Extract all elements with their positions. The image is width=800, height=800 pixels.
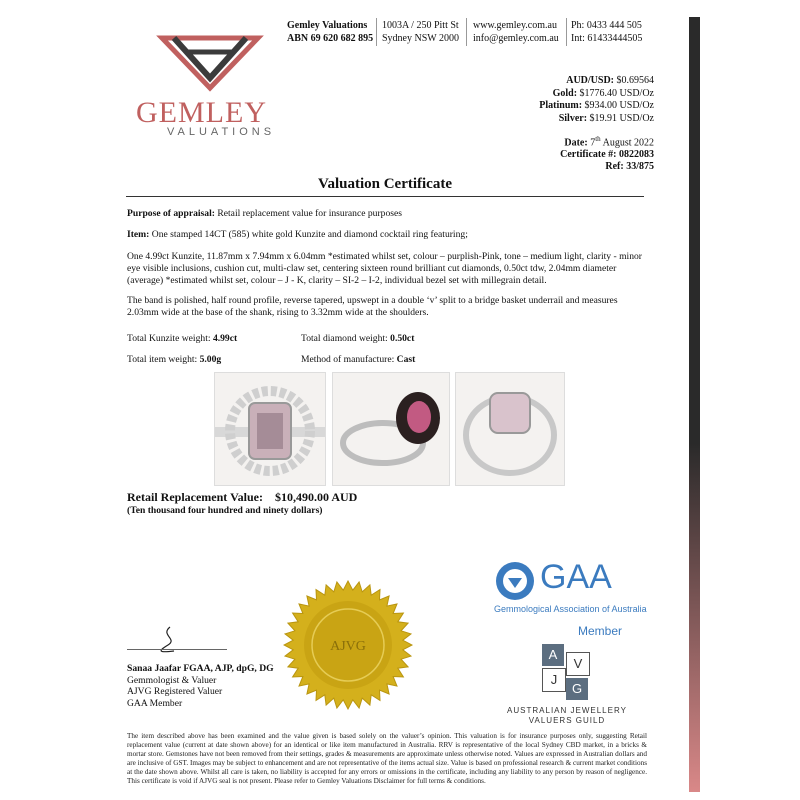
phone-number: Ph: 0433 444 505 <box>571 20 642 31</box>
gold-label: Gold: <box>552 87 578 99</box>
ref-label: Ref: <box>605 161 624 173</box>
gaa-wordmark: GAA <box>540 558 612 596</box>
silver-value: $19.91 USD/Oz <box>589 112 654 124</box>
header-web-block <box>473 19 559 45</box>
ring-photo-back <box>455 372 565 486</box>
signer-role: Gemmologist & Valuer <box>127 674 217 686</box>
header-phone-block <box>571 19 642 45</box>
ring-photo-front <box>214 372 326 486</box>
retail-value-line <box>127 490 357 505</box>
item-weight-label: Total item weight: <box>127 354 198 365</box>
gaa-member-label: Member <box>578 624 623 638</box>
ring-photo-side <box>332 372 450 486</box>
header-divider <box>566 18 567 46</box>
company-name: Gemley Valuations <box>287 20 368 31</box>
method-value: Cast <box>396 354 416 365</box>
ajvg-name <box>502 706 632 726</box>
title-divider <box>126 196 644 197</box>
metal-rates-block <box>539 75 654 125</box>
intl-phone-number: Int: 61433444505 <box>571 33 643 44</box>
signer-name: Sanaa Jaafar FGAA, AJP, dpG, DG <box>127 663 274 674</box>
email-link[interactable]: info@gemley.com.au <box>473 33 559 44</box>
band-description: The band is polished, half round profile, reverse tapered, upswept in a double ‘v’ split to a bridge basket underrail and measures 2.03mm wide at the base of the shank, rising to 3.32mm wide at the shoulders. <box>127 295 618 319</box>
header-company-block <box>287 19 373 45</box>
ajvg-name-line-1: AUSTRALIAN JEWELLERY <box>507 706 627 715</box>
date-rest: August 2022 <box>602 137 654 149</box>
purpose-line <box>127 208 647 220</box>
aud-usd-label: AUD/USD: <box>566 75 614 86</box>
gold-value: $1776.40 USD/Oz <box>579 87 654 99</box>
seal-text: AJVG <box>330 639 366 654</box>
signer-registration: AJVG Registered Valuer <box>127 686 223 697</box>
ajvg-letter-v: V <box>566 652 590 676</box>
header-address-block <box>382 19 459 45</box>
diamond-weight-value: 0.50ct <box>390 333 415 344</box>
ajvg-gold-seal-icon <box>283 580 413 710</box>
platinum-label: Platinum: <box>539 100 583 111</box>
item-line <box>127 229 647 241</box>
signer-membership: GAA Member <box>127 697 183 709</box>
item-weight-value: 5.00g <box>199 354 222 365</box>
certificate-label: Certificate #: <box>560 149 617 161</box>
stone-description: One 4.99ct Kunzite, 11.87mm x 7.94mm x 6.04mm *estimated whilst set, colour – purplish-Pink, tone – medium light, clarity - minor eye visible inclusions, cushion cut, multi-claw set, centering sixteen round brilliant cut diamonds, 0.50ct tdw, 2.04mm diameter (average) *estimated whilst set, colour – J - K, clarity – SI-2 – I-2, individual bezel set with millegrain detail. <box>127 251 642 287</box>
header-divider <box>466 18 467 46</box>
aud-usd-value: $0.69564 <box>616 75 654 86</box>
ref-number: 33/875 <box>626 161 654 173</box>
kunzite-weight <box>127 333 307 345</box>
company-abn: ABN 69 620 682 895 <box>287 33 374 44</box>
address-line-2: Sydney NSW 2000 <box>382 33 460 44</box>
manufacture-method <box>301 354 501 366</box>
logo-wordmark: GEMLEY <box>136 96 267 129</box>
logo-subtitle: VALUATIONS <box>167 126 276 138</box>
signature-line <box>127 649 227 650</box>
silver-label: Silver: <box>558 112 588 124</box>
address-line-1: 1003A / 250 Pitt St <box>382 20 459 31</box>
kunzite-weight-label: Total Kunzite weight: <box>127 333 211 344</box>
diamond-weight <box>301 333 501 345</box>
kunzite-weight-value: 4.99ct <box>212 333 238 344</box>
retail-value-words: (Ten thousand four hundred and ninety dollars) <box>127 505 323 516</box>
purpose-text: Retail replacement value for insurance purposes <box>217 208 402 219</box>
retail-value-amount: $10,490.00 AUD <box>274 490 358 504</box>
platinum-value: $934.00 USD/Oz <box>584 100 654 111</box>
certificate-number: 0822083 <box>619 149 654 161</box>
item-label: Item: <box>127 229 150 240</box>
ajvg-letter-a: A <box>542 644 564 666</box>
accent-side-bar <box>689 17 700 792</box>
website-link[interactable]: www.gemley.com.au <box>473 20 557 31</box>
ajvg-letter-g: G <box>566 678 588 700</box>
gemley-gem-logo-icon <box>150 30 270 92</box>
signature-icon <box>150 625 190 655</box>
item-text: One stamped 14CT (585) white gold Kunzite and diamond cocktail ring featuring; <box>151 229 468 240</box>
purpose-label: Purpose of appraisal: <box>127 208 215 219</box>
header-divider <box>376 18 377 46</box>
signer-block <box>127 663 274 709</box>
gaa-emblem-icon <box>494 560 536 602</box>
date-label: Date: <box>564 137 588 149</box>
diamond-weight-label: Total diamond weight: <box>301 333 388 344</box>
item-weight <box>127 354 307 366</box>
date-day: 7 <box>590 137 596 149</box>
ajvg-letter-j: J <box>542 668 566 692</box>
retail-value-label: Retail Replacement Value: <box>127 490 263 504</box>
page-title: Valuation Certificate <box>317 176 452 192</box>
gaa-full-name: Gemmological Association of Australia <box>494 604 647 614</box>
certificate-meta-block <box>560 133 654 173</box>
date-suffix: th <box>595 135 601 143</box>
ajvg-name-line-2: VALUERS GUILD <box>528 716 606 725</box>
disclaimer-text: The item described above has been examined and the value given is based solely on the valuer’s opinion. This valuation is for insurance purposes only, suggesting Retail replacement value (current at date shown above) for an identical or like item manufactured in Australia. RRV is representative of the local Sydney CBD market, in a bricks & mortar store. Gemstones have not been removed from their settings, grades & measurements are approximate unless otherwise noted. Values are expressed in Australian dollars and are inclusive of GST. Images may be subject to enhancement and are not representative of the items actual size. Value is based on professional research & current market conditions at the date shown above. Whilst all care is taken, no liability is accepted for any errors or omissions in the certificate, including any liability to any person by reason of negligence. This certificate is void if AJVG seal is not present. Please refer to Gemley Valuations Disclaimer for full terms & conditions. <box>127 732 647 785</box>
method-label: Method of manufacture: <box>301 354 395 365</box>
